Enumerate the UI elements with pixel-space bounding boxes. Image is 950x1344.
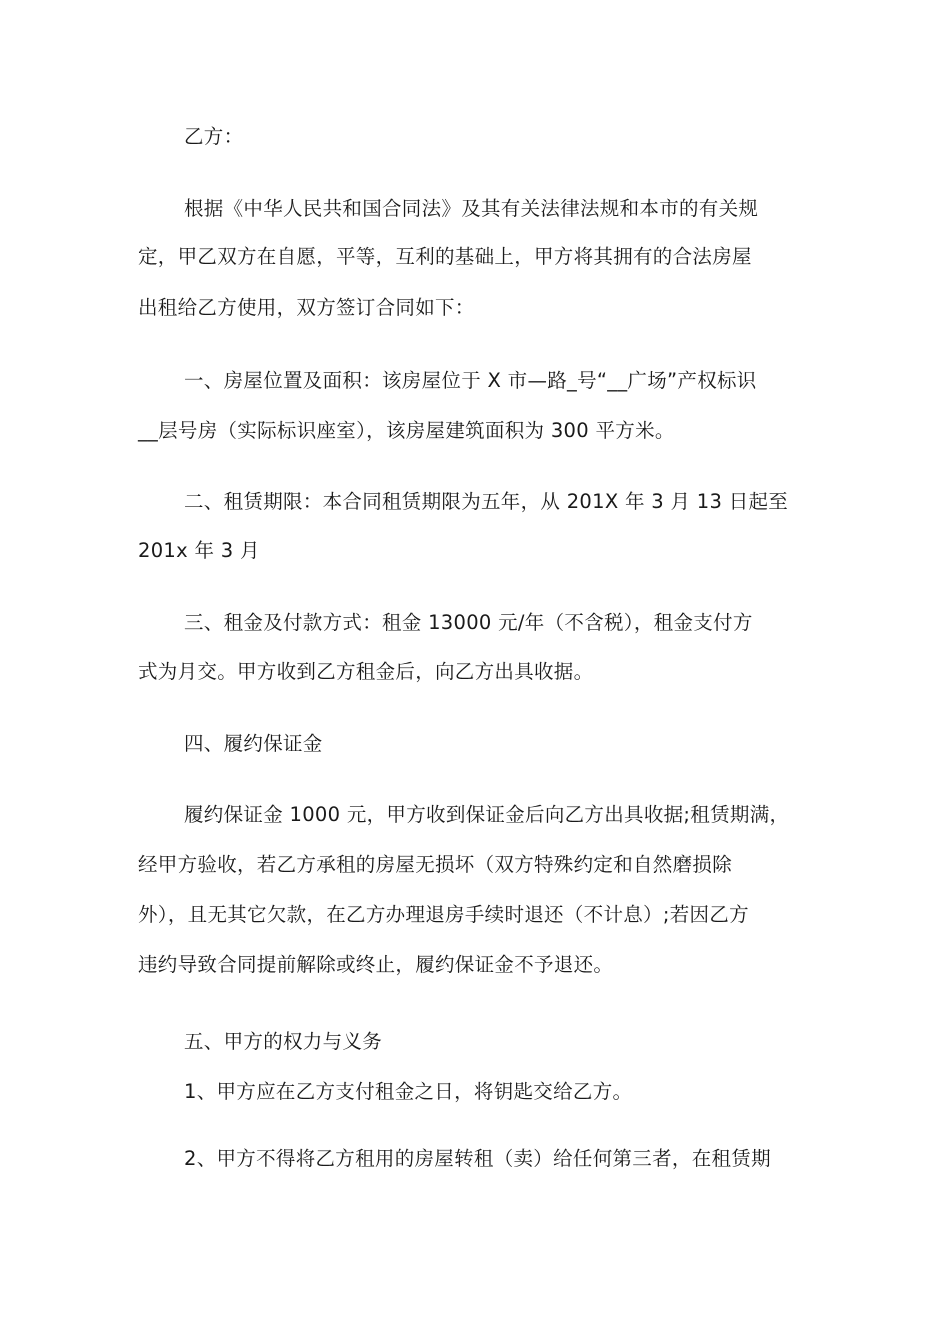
deposit-line-1: 履约保证金 1000 元，甲方收到保证金后向乙方出具收据;租赁期满， <box>184 803 790 826</box>
deposit-line-3: 外），且无其它欠款，在乙方办理退房手续时退还（不计息）;若因乙方 <box>138 903 749 926</box>
clause-5-heading: 五、甲方的权力与义务 <box>184 1030 383 1053</box>
clause-4-heading: 四、履约保证金 <box>184 732 323 755</box>
clause-1-line-2: __层号房（实际标识座室），该房屋建筑面积为 300 平方米。 <box>138 419 675 442</box>
preamble-line-3: 出租给乙方使用，双方签订合同如下： <box>138 296 475 319</box>
deposit-line-2: 经甲方验收，若乙方承租的房屋无损坏（双方特殊约定和自然磨损除 <box>138 853 733 876</box>
clause-2-line-1: 二、租赁期限：本合同租赁期限为五年，从 201X 年 3 月 13 日起至 <box>184 490 789 513</box>
clause-3-line-1: 三、租金及付款方式：租金 13000 元/年（不含税），租金支付方 <box>184 611 753 634</box>
preamble-line-1: 根据《中华人民共和国合同法》及其有关法律法规和本市的有关规 <box>184 197 759 220</box>
clause-1-line-1: 一、房屋位置及面积：该房屋位于 X 市—路_号“__广场”产权标识 <box>184 369 757 392</box>
clause-5-item-2: 2、甲方不得将乙方租用的房屋转租（卖）给任何第三者，在租赁期 <box>184 1147 771 1170</box>
clause-3-line-2: 式为月交。甲方收到乙方租金后，向乙方出具收据。 <box>138 660 594 683</box>
party-b-label: 乙方： <box>184 125 244 148</box>
preamble-line-2: 定，甲乙双方在自愿，平等，互利的基础上，甲方将其拥有的合法房屋 <box>138 245 752 268</box>
clause-2-line-2: 201x 年 3 月 <box>138 539 260 562</box>
clause-5-item-1: 1、甲方应在乙方支付租金之日，将钥匙交给乙方。 <box>184 1080 633 1103</box>
deposit-line-4: 违约导致合同提前解除或终止，履约保证金不予退还。 <box>138 953 614 976</box>
